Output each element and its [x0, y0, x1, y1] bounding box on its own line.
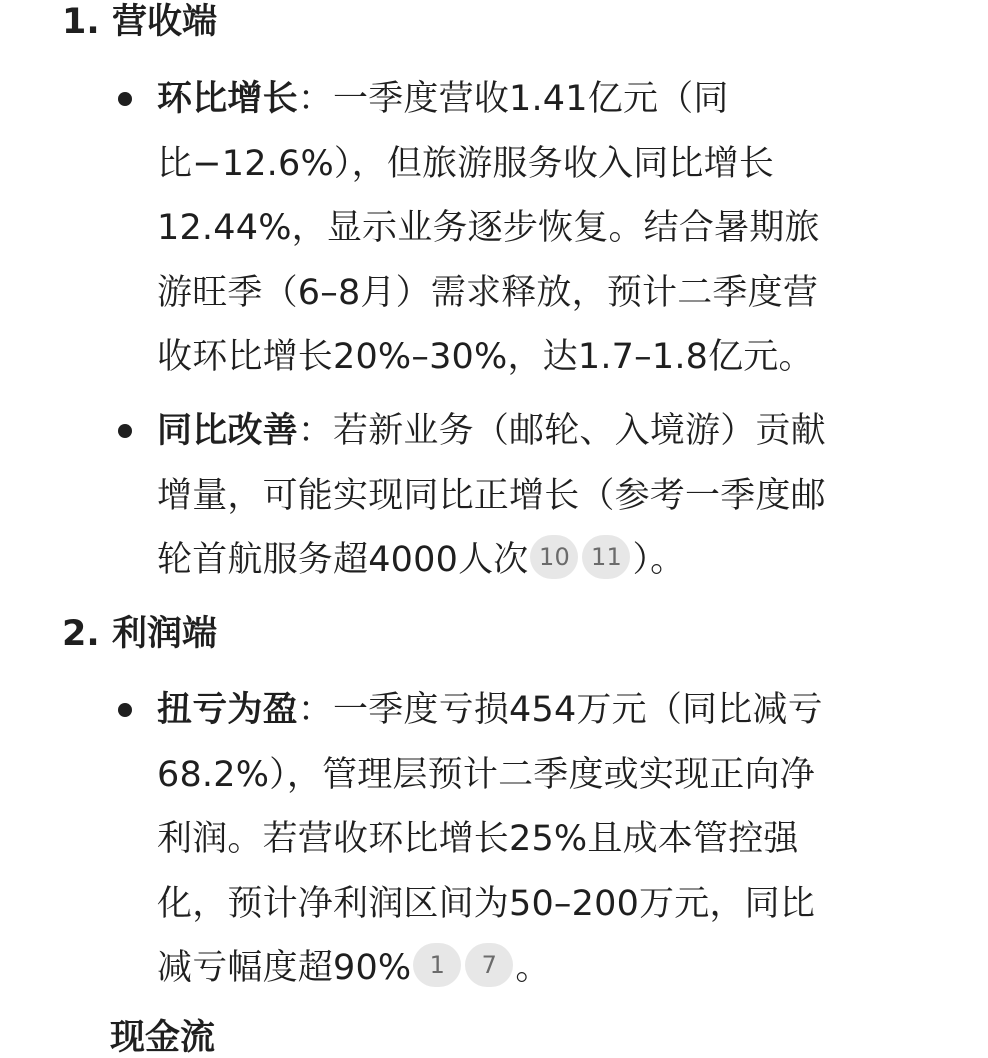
item-line: 收环比增长20%–30%，达1.7–1.8亿元。: [157, 337, 814, 377]
item-text: ：一季度亏损454万元（同比减亏: [297, 690, 823, 730]
list-item-turnaround: [157, 678, 927, 1001]
section-title: 营收端: [112, 2, 218, 42]
item-line: 12.44%，显示业务逐步恢复。结合暑期旅: [157, 208, 820, 248]
section-heading-revenue: [62, 0, 217, 44]
section-number: 2.: [62, 614, 100, 654]
item-text: 轮首航服务超4000人次: [157, 540, 529, 580]
item-line: 化，预计净利润区间为50–200万元，同比: [157, 883, 816, 924]
section-number: 1.: [62, 2, 100, 42]
list-item-qoq-growth: [157, 67, 927, 390]
citation-badge[interactable]: 11: [582, 535, 630, 579]
item-line: 利润。若营收环比增长25%且成本管控强: [157, 819, 799, 859]
item-line: [157, 678, 927, 743]
item-line: 68.2%），管理层预计二季度或实现正向净: [157, 754, 815, 795]
section-heading-profit: [62, 612, 217, 656]
bullet-dot: [118, 92, 132, 106]
item-line: [157, 67, 927, 132]
item-line: [157, 399, 927, 464]
item-text-tail: ）。: [632, 540, 686, 580]
bullet-dot: [118, 703, 132, 717]
item-line: 游旺季（6–8月）需求释放，预计二季度营: [157, 272, 819, 313]
list-item-yoy-improvement: [157, 399, 927, 593]
item-label: 扭亏为盈: [157, 690, 298, 730]
citation-badge[interactable]: 10: [530, 535, 578, 579]
item-label: 环比增长: [157, 79, 298, 119]
item-text-tail: 。: [515, 948, 551, 988]
item-line: 比−12.6%），但旅游服务收入同比增长: [157, 143, 775, 184]
item-text: 减亏幅度超90%: [157, 948, 412, 988]
item-label: 同比改善: [157, 411, 298, 451]
next-section-title: 现金流: [110, 1018, 216, 1058]
item-line: 增量，可能实现同比正增长（参考一季度邮: [157, 475, 826, 516]
next-section-heading-partial: [110, 1010, 250, 1058]
item-text: ：一季度营收1.41亿元（同: [297, 79, 729, 119]
item-line: [157, 528, 927, 593]
item-text: ：若新业务（邮轮、入境游）贡献: [297, 411, 826, 451]
citation-badge[interactable]: 1: [413, 943, 461, 987]
citation-badge[interactable]: 7: [465, 943, 513, 987]
section-title: 利润端: [112, 614, 218, 654]
bullet-dot: [118, 424, 132, 438]
item-line: [157, 936, 927, 1001]
